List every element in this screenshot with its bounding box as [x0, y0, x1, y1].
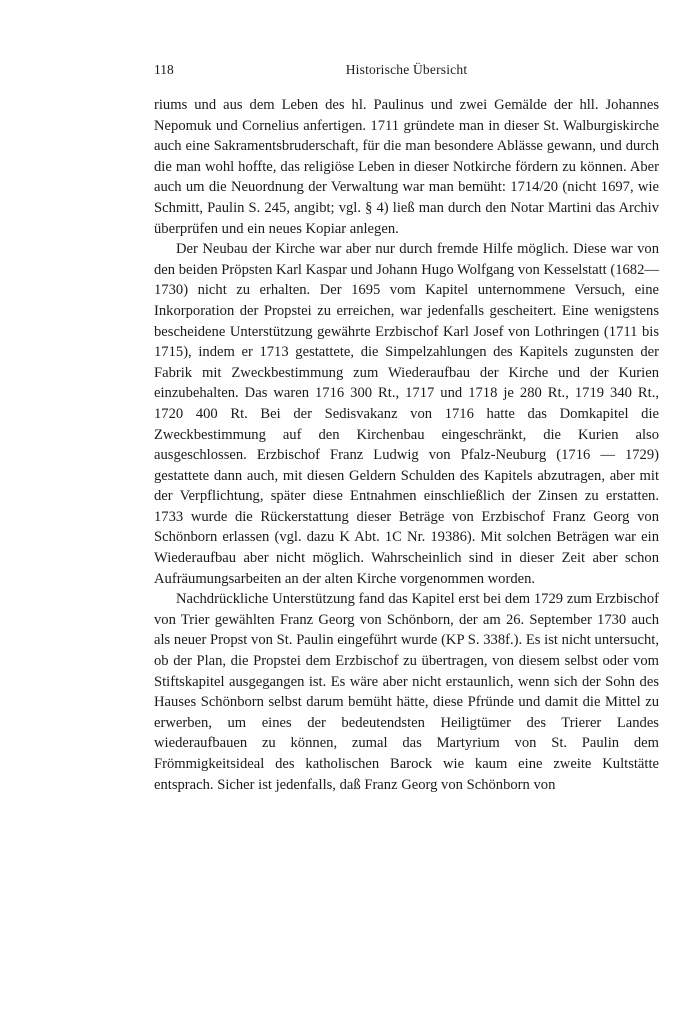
book-page	[154, 60, 659, 795]
page-number: 118	[154, 62, 174, 77]
paragraph-continuation: riums und aus dem Leben des hl. Paulinus und zwei Gemälde der hll. Johannes Nepomuk und Cornelius anfertigen. 1711 gründete man in dieser St. Walburgiskirche auch eine Sakramentsbruderschaft, für die man besondere Ablässe gewann, und durch die man wohl hoffte, das religiöse Leben in dieser Notkirche fördern zu können. Aber auch um die Neuordnung der Verwaltung war man bemüht: 1714/20 (nicht 1697, wie Schmitt, Paulin S. 245, angibt; vgl. § 4) ließ man durch den Notar Martini das Archiv überprüfen und ein neues Kopiar anlegen.	[154, 97, 659, 237]
paragraph-unterstuetzung: Nachdrückliche Unterstützung fand das Kapitel erst bei dem 1729 zum Erzbischof von Trier gewählten Franz Georg von Schönborn, der am 26. September 1730 auch als neuer Propst von St. Paulin eingeführt wurde (KP S. 338f.). Es ist nicht untersucht, ob der Plan, die Propstei dem Erzbischof zu übertragen, von diesem selbst oder vom Stiftskapitel ausgegangen ist. Es wäre aber nicht erstaunlich, wenn sich der Sohn des Hauses Schönborn selbst darum bemüht hätte, diese Pfründe und damit die Mittel zu erwerben, um eines der bedeutendsten Heiligtümer des Trierer Landes wiederaufbauen zu können, zumal das Martyrium von St. Paulin dem Frömmigkeitsideal des katholischen Barock wie kaum eine zweite Kultstätte entsprach. Sicher ist jedenfalls, daß Franz Georg von Schönborn von	[154, 591, 659, 793]
paragraph-neubau: Der Neubau der Kirche war aber nur durch fremde Hilfe möglich. Diese war von den beiden Pröpsten Karl Kaspar und Johann Hugo Wolfgang von Kesselstatt (1682—1730) nicht zu erhalten. Der 1695 vom Kapitel unternommene Versuch, eine Inkorporation der Propstei zu erreichen, war jedenfalls gescheitert. Eine wenigstens bescheidene Unterstützung gewährte Erzbischof Karl Josef von Lothringen (1711 bis 1715), indem er 1713 gestattete, die Simpelzahlungen des Kapitels zugunsten der Fabrik mit Zweckbestimmung zum Wiederaufbau der Kirche und der Kurien einzubehalten. Das waren 1716 300 Rt., 1717 und 1718 je 280 Rt., 1719 340 Rt., 1720 400 Rt. Bei der Sedisvakanz von 1716 hatte das Domkapitel die Zweckbestimmung auf den Kirchenbau eingeschränkt, die Kurien also ausgeschlossen. Erzbischof Franz Ludwig von Pfalz-Neuburg (1716 — 1729) gestattete dann auch, mit diesen Geldern Schulden des Kapitels abzutragen, aber mit der Verpflichtung, später diese Entnahmen einschließlich der Zinsen zu erstatten. 1733 wurde die Rückerstattung dieser Beträge von Erzbischof Franz Georg von Schönborn erlassen (vgl. dazu K Abt. 1C Nr. 19386). Mit solchen Beträgen war ein Wiederaufbau aber nicht möglich. Wahrscheinlich sind in dieser Zeit aber schon Aufräumungsarbeiten an der alten Kirche vorgenommen worden.	[154, 241, 659, 587]
running-title: Historische Übersicht	[345, 62, 468, 77]
running-head	[154, 60, 659, 84]
body-text	[154, 95, 659, 795]
